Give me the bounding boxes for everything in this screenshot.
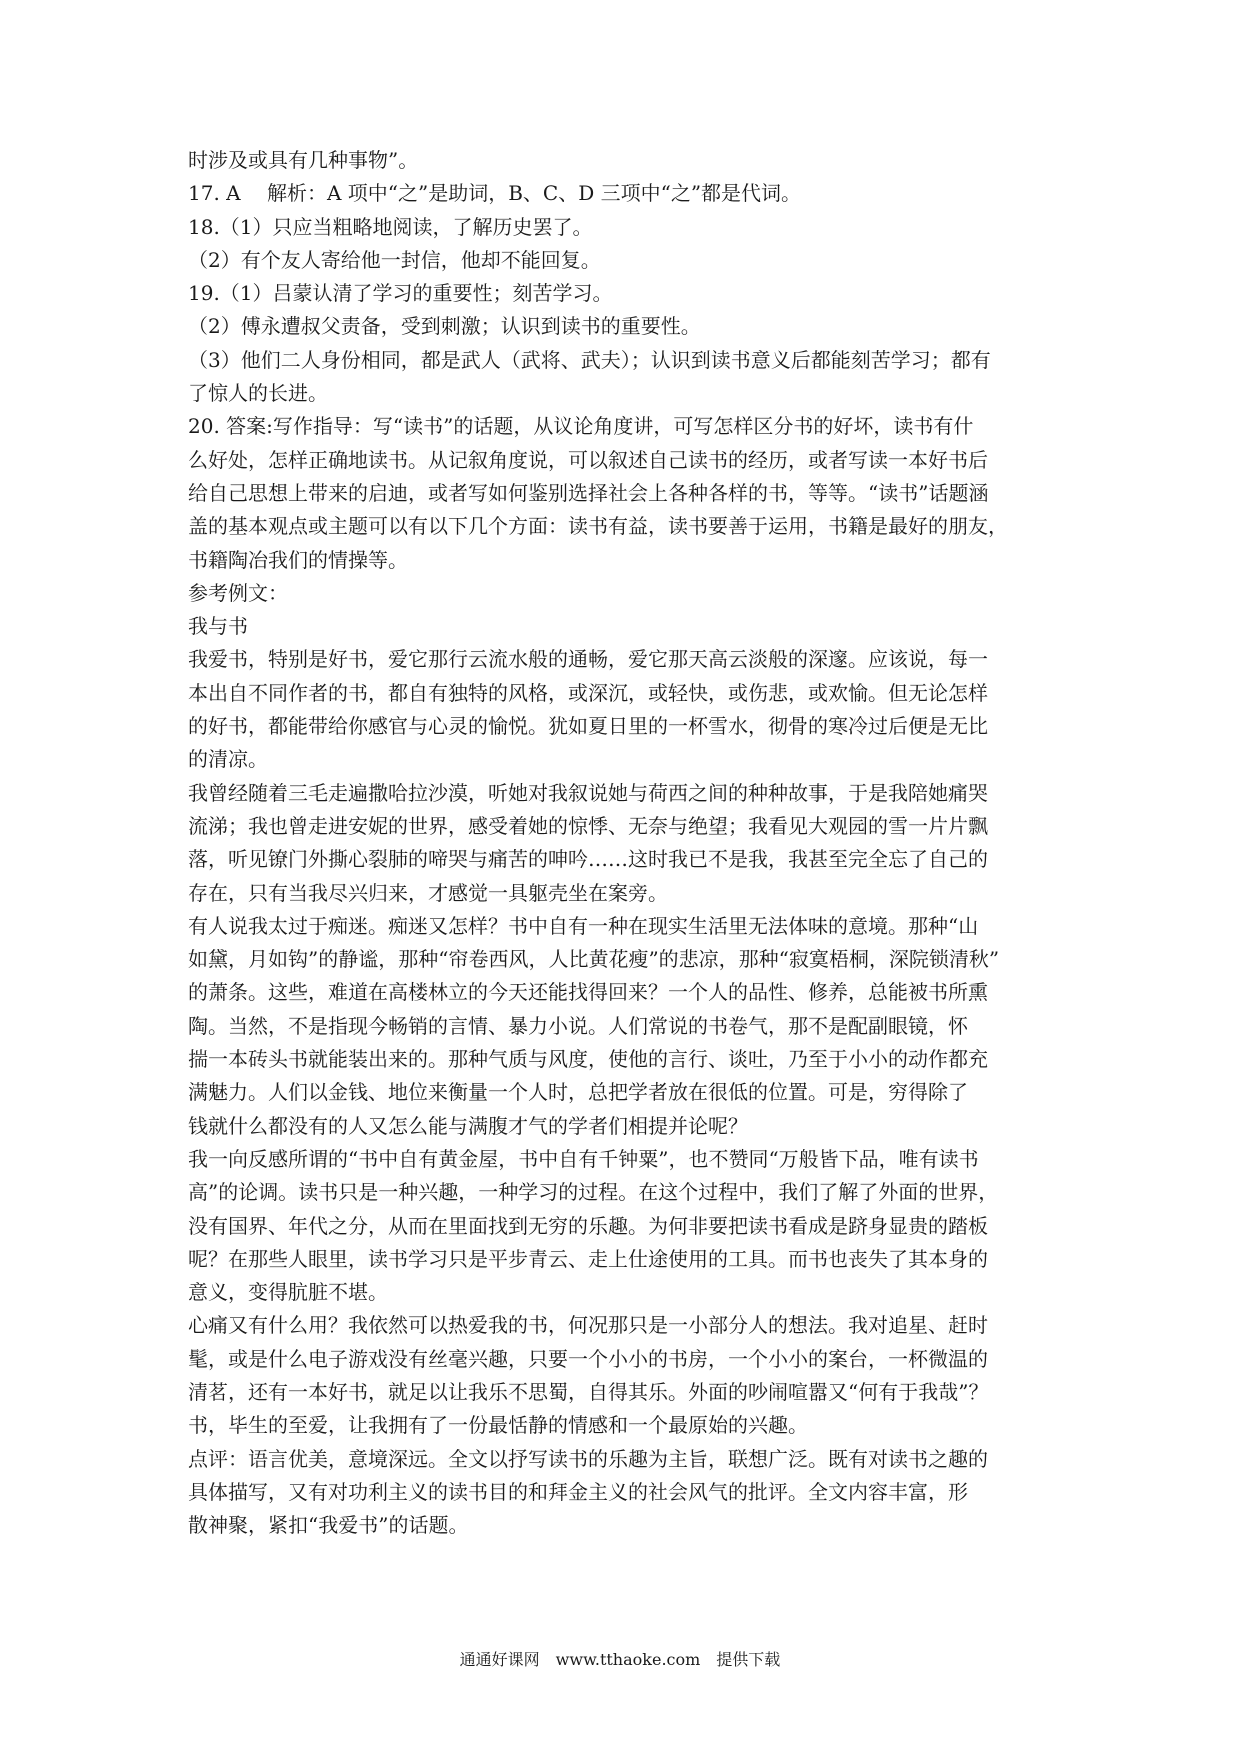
text-line: 时涉及或具有几种事物”。 — [188, 148, 419, 172]
text-line: （3）他们二人身份相同，都是武人（武将、武夫）；认识到读书意义后都能刻苦学习；都有 — [188, 347, 991, 372]
text-line: 流涕；我也曾走进安妮的世界，感受着她的惊悸、无奈与绝望；我看见大观园的雪一片片飘 — [188, 813, 988, 838]
text-line: 我与书 — [188, 614, 248, 639]
text-line: 我爱书，特别是好书，爱它那行云流水般的通畅，爱它那天高云淡般的深邃。应该说，每一 — [188, 647, 988, 672]
text-line: 19.（1）吕蒙认清了学习的重要性；刻苦学习。 — [188, 281, 613, 306]
text-line: 我一向反感所谓的“书中自有黄金屋，书中自有千钟粟”，也不赞同“万般皆下品，唯有读书 — [188, 1146, 979, 1171]
text-line: （2）傅永遭叔父责备，受到刺激；认识到读书的重要性。 — [188, 314, 701, 339]
text-line: 具体描写，又有对功利主义的读书目的和拜金主义的社会风气的批评。全文内容丰富，形 — [188, 1479, 968, 1504]
text-line: 有人说我太过于痴迷。痴迷又怎样？书中自有一种在现实生活里无法体味的意境。那种“山 — [188, 913, 979, 938]
page-footer: 通通好课网 www.tthaoke.com 提供下载 — [459, 1650, 781, 1669]
text-line: 17. A 解析：A 项中“之”是助词，B、C、D 三项中“之”都是代词。 — [188, 181, 802, 206]
text-line: 书籍陶冶我们的情操等。 — [188, 547, 408, 572]
text-line: 落，听见镣门外撕心裂肺的啼哭与痛苦的呻吟……这时我已不是我，我甚至完全忘了自己的 — [188, 847, 988, 872]
text-line: 本出自不同作者的书，都自有独特的风格，或深沉，或轻快，或伤悲，或欢愉。但无论怎样 — [188, 680, 988, 705]
text-line: 心痛又有什么用？我依然可以热爱我的书，何况那只是一小部分人的想法。我对追星、赶时 — [188, 1313, 988, 1338]
document-body — [188, 144, 1058, 1542]
text-line: （2）有个友人寄给他一封信，他却不能回复。 — [188, 247, 601, 272]
text-line: 的好书，都能带给你感官与心灵的愉悦。犹如夏日里的一杯雪水，彻骨的寒冷过后便是无比 — [188, 714, 988, 739]
text-line: 陶。当然，不是指现今畅销的言情、暴力小说。人们常说的书卷气，那不是配副眼镜，怀 — [188, 1013, 968, 1038]
text-line: 没有国界、年代之分，从而在里面找到无穷的乐趣。为何非要把读书看成是跻身显贵的踏板 — [188, 1213, 988, 1238]
text-line: 呢？在那些人眼里，读书学习只是平步青云、走上仕途使用的工具。而书也丧失了其本身的 — [188, 1246, 988, 1271]
text-line: 给自己思想上带来的启迪，或者写如何鉴别选择社会上各种各样的书，等等。“读书”话题涵 — [188, 480, 989, 505]
text-line: 的萧条。这些，难道在高楼林立的今天还能找得回来？一个人的品性、修养，总能被书所熏 — [188, 980, 988, 1005]
text-line: 如黛，月如钩”的静谧，那种“帘卷西风，人比黄花瘦”的悲凉，那种“寂寞梧桐，深院锁清秋” — [188, 947, 1000, 972]
text-line: 高”的论调。读书只是一种兴趣，一种学习的过程。在这个过程中，我们了解了外面的世界， — [188, 1180, 999, 1205]
text-line: 揣一本砖头书就能装出来的。那种气质与风度，使他的言行、谈吐，乃至于小小的动作都充 — [188, 1047, 988, 1072]
text-line: 点评：语言优美，意境深远。全文以抒写读书的乐趣为主旨，联想广泛。既有对读书之趣的 — [188, 1446, 988, 1471]
text-line: 髦，或是什么电子游戏没有丝毫兴趣，只要一个小小的书房，一个小小的案台，一杯微温的 — [188, 1346, 988, 1371]
text-line: 我曾经随着三毛走遍撒哈拉沙漠，听她对我叙说她与荷西之间的种种故事，于是我陪她痛哭 — [188, 780, 988, 805]
text-line: 意义，变得肮脏不堪。 — [188, 1280, 388, 1305]
text-line: 清茗，还有一本好书，就足以让我乐不思蜀，自得其乐。外面的吵闹喧嚣又“何有于我哉”？ — [188, 1379, 989, 1404]
text-line: 参考例文： — [188, 580, 288, 605]
text-line: 的清凉。 — [188, 747, 268, 772]
text-line: 钱就什么都没有的人又怎么能与满腹才气的学者们相提并论呢？ — [188, 1113, 748, 1138]
text-line: 满魅力。人们以金钱、地位来衡量一个人时，总把学者放在很低的位置。可是，穷得除了 — [188, 1080, 968, 1105]
text-line: 18.（1）只应当粗略地阅读，了解历史罢了。 — [188, 214, 593, 239]
text-line: 了惊人的长进。 — [188, 381, 328, 406]
text-line: 散神聚，紧扣“我爱书”的话题。 — [188, 1513, 469, 1538]
text-line: 书，毕生的至爱，让我拥有了一份最恬静的情感和一个最原始的兴趣。 — [188, 1413, 808, 1438]
text-line: 存在，只有当我尽兴归来，才感觉一具躯壳坐在案旁。 — [188, 880, 668, 905]
text-line: 20. 答案:写作指导：写“读书”的话题，从议论角度讲，可写怎样区分书的好坏，读书有什 — [188, 414, 974, 439]
text-line: 盖的基本观点或主题可以有以下几个方面：读书有益，读书要善于运用，书籍是最好的朋友， — [188, 514, 1008, 539]
text-line: 么好处，怎样正确地读书。从记叙角度说，可以叙述自己读书的经历，或者写读一本好书后 — [188, 447, 988, 472]
